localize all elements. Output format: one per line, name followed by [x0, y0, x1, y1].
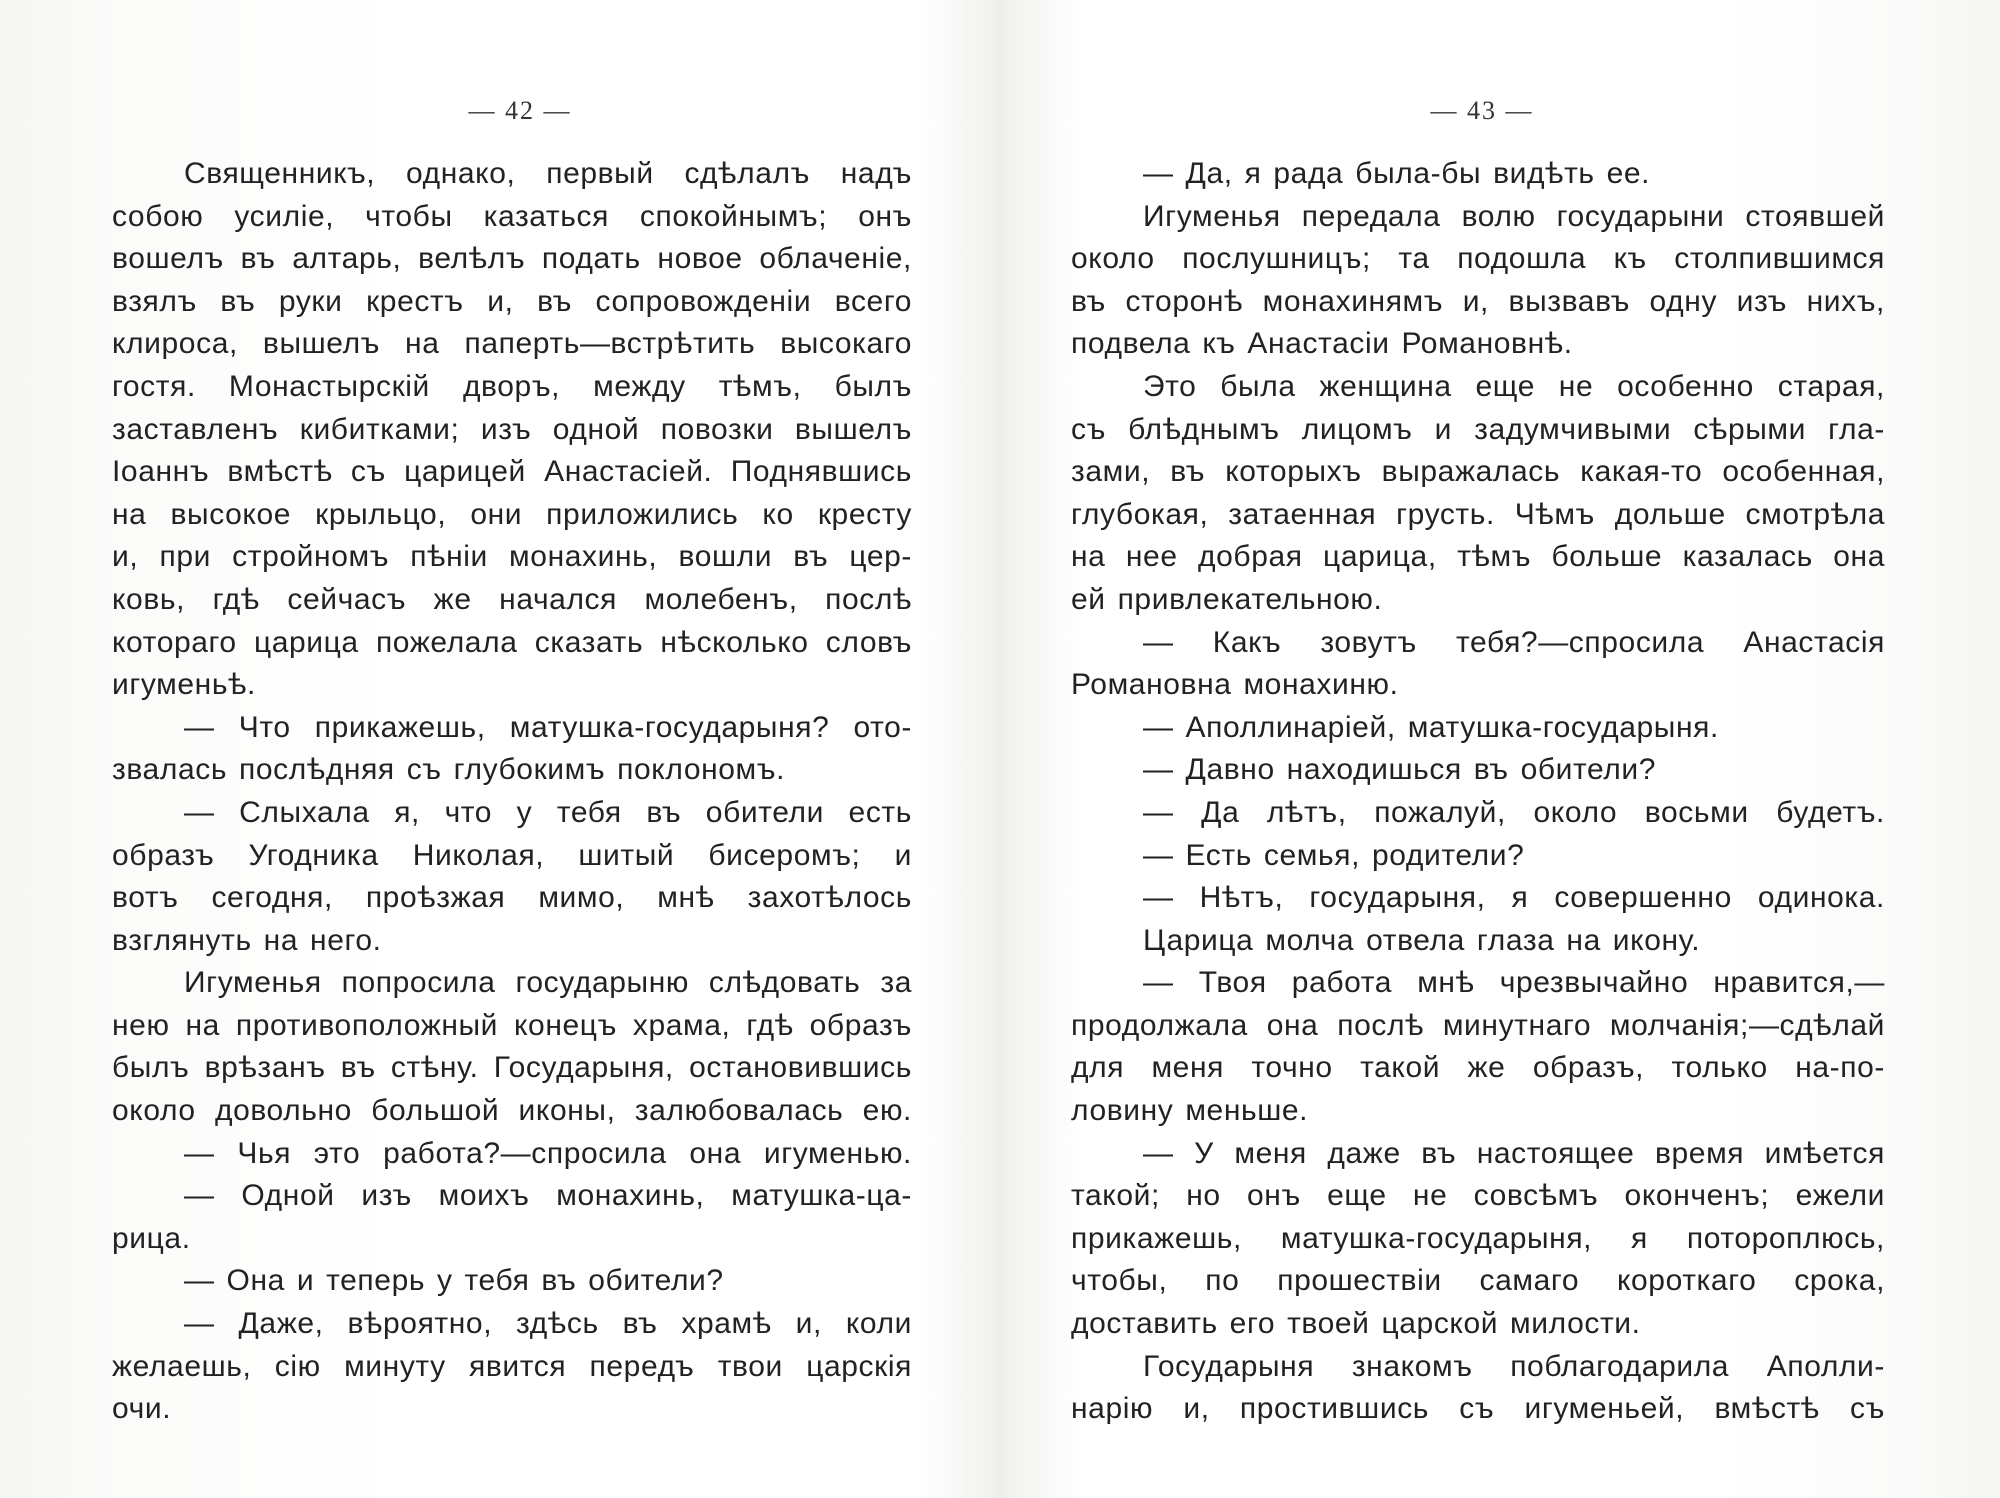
text-line: клироса, вышелъ на паперть—встрѣтить высокаго — [112, 327, 912, 361]
text-line: Игуменья передала волю государыни стоявшей — [1143, 199, 1885, 233]
text-line: взялъ въ руки крестъ и, въ сопровожденіи всего — [112, 284, 912, 318]
text-line: ковь, гдѣ сейчасъ же начался молебенъ, послѣ — [112, 582, 912, 616]
text-line: около довольно большой иконы, залюбовалась ею. — [112, 1094, 912, 1128]
text-line: продолжала она послѣ минутнаго молчанія;—сдѣлай — [1071, 1008, 1885, 1042]
text-line: рица. — [112, 1221, 191, 1255]
text-line: на нее добрая царица, тѣмъ больше казалась она — [1071, 540, 1885, 574]
text-line: котораго царица пожелала сказать нѣсколько словъ — [112, 625, 912, 659]
text-line: — Да, я рада была-бы видѣть ее. — [1143, 157, 1651, 190]
text-line: съ блѣднымъ лицомъ и задумчивыми сѣрыми гла- — [1071, 412, 1885, 446]
text-line: заставленъ кибитками; изъ одной повозки вышелъ — [112, 412, 912, 446]
text-line: Царица молча отвела глаза на икону. — [1143, 923, 1701, 957]
text-line: собою усиліе, чтобы казаться спокойнымъ; онъ — [112, 199, 912, 233]
right-page — [1000, 0, 2000, 1498]
text-line: прикажешь, матушка-государыня, я потороплюсь, — [1071, 1221, 1885, 1255]
text-line: — Одной изъ моихъ монахинь, матушка-ца- — [184, 1179, 912, 1213]
text-line: — Есть семья, родители? — [1143, 838, 1525, 872]
text-line: — Твоя работа мнѣ чрезвычайно нравится,— — [1143, 966, 1885, 1000]
text-line: — Давно находишься въ обители? — [1143, 753, 1657, 787]
text-line: доставить его твоей царской милости. — [1071, 1307, 1641, 1341]
text-line: взглянуть на него. — [112, 923, 382, 957]
text-line: глубокая, затаенная грусть. Чѣмъ дольше смотрѣла — [1071, 497, 1885, 531]
text-line: такой; но онъ еще не совсѣмъ оконченъ; ежели — [1071, 1179, 1885, 1213]
text-line: — Чья это работа?—спросила она игуменью. — [184, 1136, 912, 1170]
page-number: — 42 — — [468, 96, 572, 125]
text-line: на высокое крыльцо, они приложились ко кресту — [112, 497, 912, 531]
text-line: былъ врѣзанъ въ стѣну. Государыня, остановившись — [112, 1051, 912, 1085]
page-number: — 43 — — [1430, 96, 1534, 125]
text-line: для меня точно такой же образъ, только на-по- — [1071, 1051, 1885, 1085]
text-line: — У меня даже въ настоящее время имѣется — [1143, 1136, 1885, 1170]
text-line: — Она и теперь у тебя въ обители? — [184, 1264, 724, 1298]
text-line: очи. — [112, 1392, 172, 1426]
text-line: подвела къ Анастасіи Романовнѣ. — [1071, 327, 1573, 361]
text-line: образъ Угодника Николая, шитый бисеромъ; и — [112, 838, 912, 872]
page-text — [112, 153, 912, 1431]
text-line: Игуменья попросила государыню слѣдовать за — [184, 966, 912, 1000]
page-text — [1071, 153, 1885, 1431]
text-line: ловину меньше. — [1071, 1094, 1309, 1128]
text-line: вошелъ въ алтарь, велѣлъ подать новое облаченіе, — [112, 242, 912, 276]
text-line: нарію и, простившись съ игуменьей, вмѣстѣ съ — [1071, 1392, 1885, 1426]
text-line: — Что прикажешь, матушка-государыня? ото- — [184, 710, 912, 744]
text-line: — Аполлинаріей, матушка-государыня. — [1143, 710, 1719, 744]
text-line: — Даже, вѣроятно, здѣсь въ храмѣ и, коли — [184, 1307, 912, 1341]
text-line: Священникъ, однако, первый сдѣлалъ надъ — [184, 157, 912, 190]
text-line: Это была женщина еще не особенно старая, — [1143, 369, 1885, 403]
text-line: звалась послѣдняя съ глубокимъ поклономъ. — [112, 753, 786, 787]
text-line: въ сторонѣ монахинямъ и, вызвавъ одну изъ нихъ, — [1071, 284, 1885, 318]
text-line: Государыня знакомъ поблагодарила Аполли- — [1143, 1349, 1885, 1383]
text-line: — Какъ зовутъ тебя?—спросила Анастасія — [1143, 625, 1885, 659]
text-line: — Слыхала я, что у тебя въ обители есть — [184, 795, 912, 829]
text-line: вотъ сегодня, проѣзжая мимо, мнѣ захотѣлось — [112, 881, 912, 915]
text-line: гостя. Монастырскій дворъ, между тѣмъ, былъ — [112, 369, 912, 403]
text-line: — Да лѣтъ, пожалуй, около восьми будетъ. — [1143, 795, 1885, 829]
text-line: желаешь, сію минуту явится передъ твои царскія — [112, 1349, 912, 1383]
text-line: чтобы, по прошествіи самаго короткаго срока, — [1071, 1264, 1885, 1298]
text-line: зами, въ которыхъ выражалась какая-то особенная, — [1071, 455, 1885, 489]
text-line: игуменьѣ. — [112, 668, 256, 702]
text-line: Романовна монахиню. — [1071, 668, 1399, 702]
text-line: — Нѣтъ, государыня, я совершенно одинока. — [1143, 881, 1885, 915]
text-line: и, при стройномъ пѣніи монахинь, вошли въ цер- — [112, 540, 912, 574]
text-line: Іоаннъ вмѣстѣ съ царицей Анастасіей. Поднявшись — [112, 455, 912, 489]
text-line: около послушницъ; та подошла къ столпившимся — [1071, 242, 1885, 276]
text-line: ей привлекательною. — [1071, 582, 1383, 616]
text-line: нею на противоположный конецъ храма, гдѣ образъ — [112, 1008, 912, 1042]
